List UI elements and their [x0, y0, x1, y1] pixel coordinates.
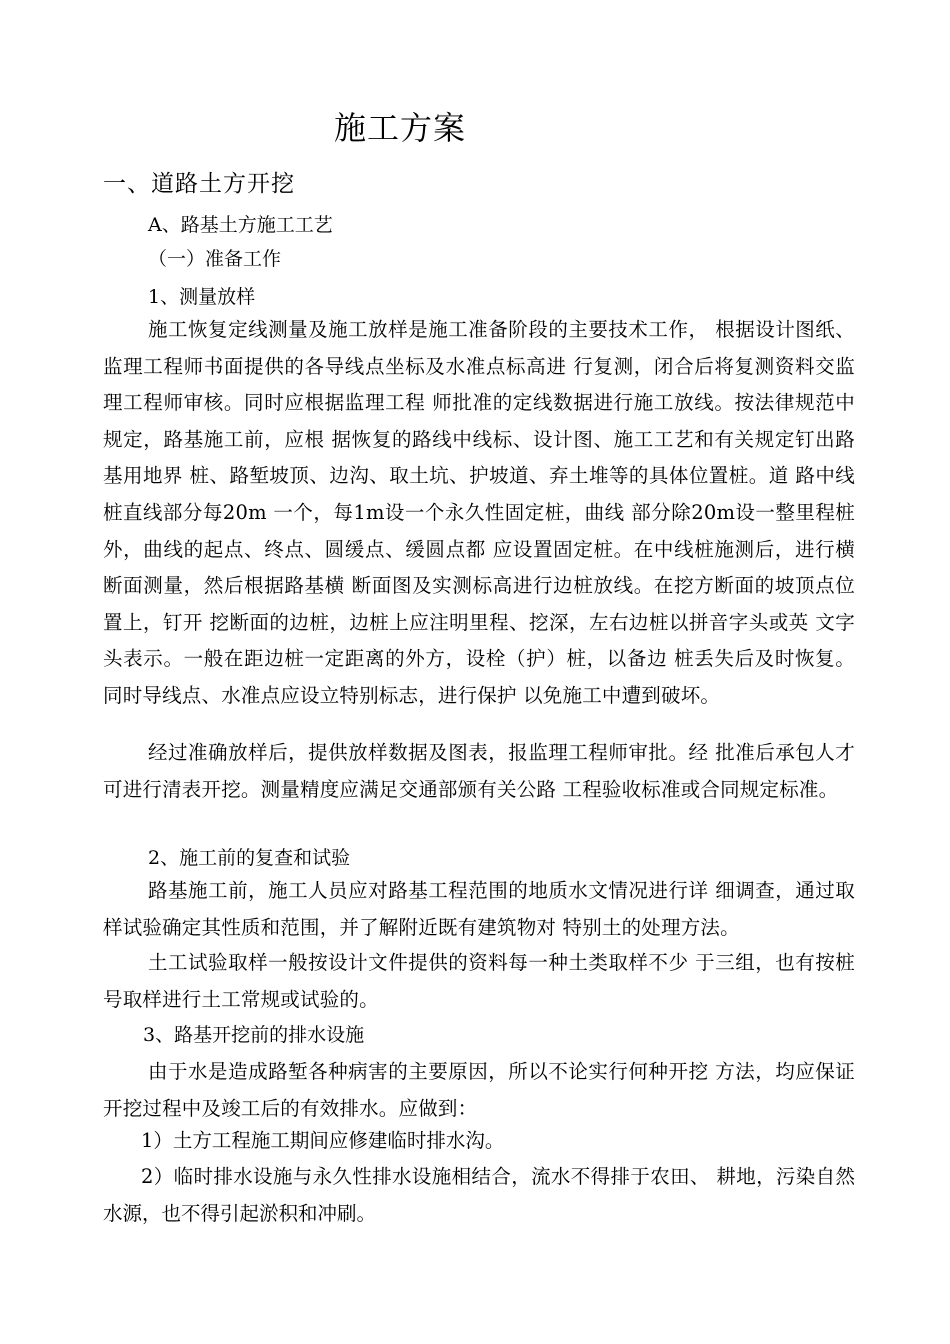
item-heading-drainage: 3、路基开挖前的排水设施 — [143, 1024, 365, 1046]
paragraph-sampling: 土工试验取样一般按设计文件提供的资料每一种土类取样不少 于三组，也有按桩号取样进行土工常规或试验的。 — [103, 951, 855, 1011]
paragraph-drainage: 由于水是造成路堑各种病害的主要原因，所以不论实行何种开挖 方法，均应保证开挖过程中及竣工后的有效排水。应做到： — [103, 1060, 855, 1120]
item-heading-survey: 1、测量放样 — [148, 286, 256, 308]
paragraph-survey: 施工恢复定线测量及施工放样是施工准备阶段的主要技术工作， 根据设计图纸、监理工程师书面提供的各导线点坐标及水准点标高进 行复测，闭合后将复测资料交监理工程师审核。同时应根据监理工程 师批准的定线数据进行施工放线。按法律规范中规定，路基施工前，应根 据恢复的路线中线标、设计图、施工工艺和有关规定钉出路基用地界 桩、路堑坡顶、边沟、取土坑、护坡道、弃土堆等的具体位置桩。道 路中线桩直线部分每20m 一个，每1m设一个永久性固定桩，曲线 部分除20m设一整里程桩外，曲线的起点、终点、圆缓点、缓圆点都 应设置固定桩。在中线桩施测后，进行横断面测量，然后根据路基横 断面图及实测标高进行边桩放线。在挖方断面的坡顶点位置上，钉开 挖断面的边桩，边桩上应注明里程、挖深，左右边桩以拼音字头或英 文字头表示。一般在距边桩一定距离的外方，设栓（护）桩，以备边 桩丢失后及时恢复。同时导线点、水准点应设立特别标志，进行保护 以免施工中遭到破坏。 — [103, 318, 855, 707]
paragraph-geology: 路基施工前，施工人员应对路基工程范围的地质水文情况进行详 细调查，通过取样试验确定其性质和范围，并了解附近既有建筑物对 特别土的处理方法。 — [103, 879, 855, 939]
list-item-2: 2）临时排水设施与永久性排水设施相结合，流水不得排于农田、 耕地，污染自然水源，也不得引起淤积和冲刷。 — [103, 1165, 855, 1225]
paragraph-approval: 经过准确放样后，提供放样数据及图表，报监理工程师审批。经 批准后承包人才可进行清表开挖。测量精度应满足交通部颁有关公路 工程验收标准或合同规定标准。 — [103, 741, 855, 801]
item-heading-recheck: 2、施工前的复查和试验 — [148, 847, 351, 869]
section-heading: 一、道路土方开挖 — [103, 171, 295, 197]
list-item-1: 1）土方工程施工期间应修建临时排水沟。 — [141, 1129, 505, 1152]
subsection-heading-a: A、路基土方施工工艺 — [148, 214, 333, 236]
document-title: 施工方案 — [333, 109, 466, 147]
subsection-heading-prep: （一）准备工作 — [148, 248, 282, 270]
